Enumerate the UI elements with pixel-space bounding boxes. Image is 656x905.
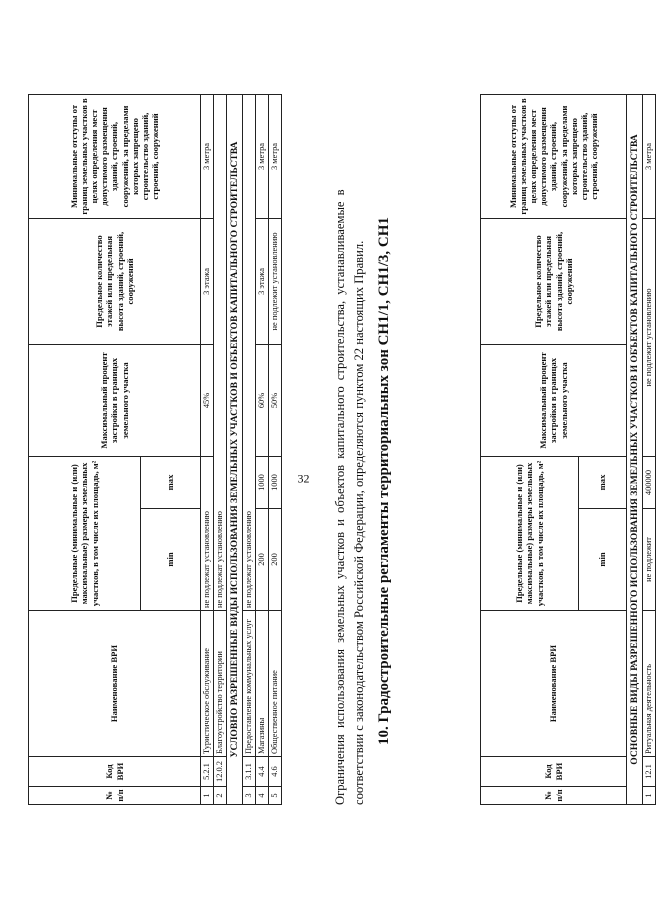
table-header-row: [481, 94, 579, 804]
header-size: Предельные (минимальные и (или) максимальные) размеры земельных участков, в том числе их площадь, м²: [481, 456, 579, 610]
table-row: 3 3.1.1 Предоставление коммунальных услуг не подлежат установлению: [243, 94, 256, 804]
restrictions-paragraph-line2: соответствии с законодательством Российской Федерации, определяются пунктом 22 настоящих Правил.: [352, 240, 366, 805]
table-row: 2 12.0.2 Благоустройство территории не подлежат установлению: [213, 94, 226, 804]
header-size: Предельные (минимальные и (или) максимальные) размеры земельных участков, в том числе их площадь, м²: [29, 456, 141, 610]
header-name: Наименование ВРИ: [29, 611, 201, 757]
restrictions-paragraph-line1: Ограничения использования земельных участков и объектов капитального строительства, устанавливаемые в: [333, 189, 347, 805]
header-min: min: [141, 509, 201, 611]
header-setback: Минимальные отступы от границ земельных участков в целях определения мест допустимого размещения зданий, строений, сооружений, за пределами которых запрещено строительство зданий, строений, сооружений: [481, 94, 627, 218]
header-code: Код ВРИ: [29, 757, 201, 787]
header-name: Наименование ВРИ: [481, 611, 627, 757]
header-setback: Минимальные отступы от границ земельных участков в целях определения мест допустимого размещения зданий, строений, сооружений, за пределами которых запрещено строительство зданий, строений, сооружений: [29, 94, 201, 218]
table-row: 1 12.1 Ритуальная деятельность не подлежит 400000 не подлежит установлению 3 метра: [643, 94, 656, 804]
table-row: 5 4.6 Общественное питание 200 1000 50% не подлежит установлению 3 метра: [268, 94, 281, 804]
table-header-row: [29, 94, 141, 804]
section-heading: 10. Градостроительные регламенты территориальных зон СН1/1, СН1/3, СН1: [376, 217, 392, 745]
header-max: max: [579, 456, 627, 508]
header-min: min: [579, 509, 627, 611]
page-number: 32: [297, 471, 310, 486]
header-floors: Предельное количество этажей или предельная высота зданий, строений, сооружений: [481, 218, 627, 344]
section-row: ОСНОВНЫЕ ВИДЫ РАЗРЕШЕННОГО ИСПОЛЬЗОВАНИЯ ЗЕМЕЛЬНЫХ УЧАСТКОВ И ОБЪЕКТОВ КАПИТАЛЬНОГО СТРОИТЕЛЬСТВА: [627, 94, 643, 804]
section-row: УСЛОВНО РАЗРЕШЕННЫЕ ВИДЫ ИСПОЛЬЗОВАНИЯ ЗЕМЕЛЬНЫХ УЧАСТКОВ И ОБЪЕКТОВ КАПИТАЛЬНОГО СТРОИТЕЛЬСТВА: [226, 94, 242, 804]
table-row: 4 4.4 Магазины 200 1000 60% 3 этажа 3 метра: [256, 94, 269, 804]
header-num: № п/п: [481, 787, 627, 805]
header-percent: Максимальный процент застройки в границах земельного участка: [29, 344, 201, 456]
regulations-table-2: [480, 94, 656, 805]
header-num: № п/п: [29, 787, 201, 805]
header-max: max: [141, 456, 201, 508]
header-floors: Предельное количество этажей или предельная высота зданий, строений, сооружений: [29, 218, 201, 344]
regulations-table-1: [28, 94, 282, 805]
table-row: 1 5.2.1 Туристическое обслуживание не подлежат установлению 45% 3 этажа 3 метра: [201, 94, 214, 804]
header-code: Код ВРИ: [481, 757, 627, 787]
header-percent: Максимальный процент застройки в границах земельного участка: [481, 344, 627, 456]
